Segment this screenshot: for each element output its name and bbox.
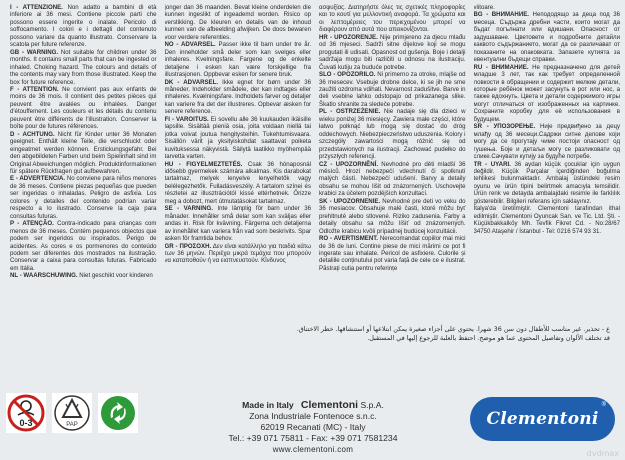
warning-paragraph xyxy=(474,4,621,11)
logo-text: Clementoni xyxy=(486,409,599,429)
warning-text: Nerecomandat copiilor mai mici de 36 de luni. Contine piese de mici mărimi ce pot fi ingerate sau inhalate. Pericol de asfixiere. Culorile și detaliile conținutului pot varia față de cele ce e ilustrat. Păstrați cutia pentru referințe xyxy=(319,235,466,272)
warning-paragraph xyxy=(319,198,466,235)
warning-heading: I - ATTENZIONE. xyxy=(10,4,63,11)
arabic-warning-line-1: ع - تحذير. غير مناسب للأطفال دون سن 36 شهرا. يحتوي على أجزاء صغيرة يمكن ابتلاعها أو استنشاقها. خطر الاختناق. xyxy=(296,325,610,333)
warning-paragraph xyxy=(165,243,312,265)
company-suffix: S.p.A. xyxy=(360,400,384,410)
arabic-warning-line-2: قد تختلف الألوان وتفاصيل المحتوى عما هو موضح. احتفظ بالعلبة للرجوع إليها في المستقبل. xyxy=(367,333,610,342)
warning-text: Ne convient pas aux enfants de moins de 36 mois. Il contient des petites pièces qui peuvent être avalées ou inhalées. Danger d'étouffement. Les couleurs et les détails du contenu peuvent être différents de l'illustration. Conserver la boîte pour de futures références. xyxy=(10,85,157,131)
clementoni-logo xyxy=(470,397,615,441)
warning-text: jonger dan 36 maanden. Bevat kleine onderdelen die kunnen ingeslikt of ingeademd worden. Risico op verstikking. De kleuren en details van de inhoud kunnen van de afbeelding afwijken. De doos bewaren voor verdere referenties. xyxy=(164,4,311,41)
warning-heading: CZ - UPOZORNĚNÍ. xyxy=(319,160,379,168)
warning-paragraph xyxy=(10,272,157,279)
watermark: dvdmax xyxy=(586,449,619,458)
warning-heading: DK - ADVARSEL. xyxy=(164,78,219,86)
warning-paragraph xyxy=(10,220,157,272)
warning-heading: P - ATENÇÃO. xyxy=(10,220,54,228)
warning-heading: HU - FIGYELMEZTETÉS. xyxy=(164,160,243,168)
warning-heading: PL - OSTRZEŻENIE. xyxy=(319,108,381,116)
warning-paragraph xyxy=(165,161,312,206)
warning-text: Δεν είναι κατάλληλο για παιδιά κάτω των 36 μηνών. Περιέχει μικρά τεμάχια που μπορούν να καταποθούν ή να εισπνευστούν. Κίνδυνος xyxy=(164,242,311,265)
warning-paragraph xyxy=(165,205,312,242)
warning-text: Ikke egnet for børn under 36 måneder. Indeholder smådele, der kan indtages eller inhaleres. Kvælningsfare. Indholdets farver og detaljer kan variere fra det der illustreres. Opbevar æsken for senere reference. xyxy=(164,78,311,116)
warning-text: Contra-indicado para crianças com menos de 36 meses. Contém pequenos objectos que podem ser ingeridos ou inspirados. Perigo de acidentes. As cores e os pormenores do conteúdo podem ser diferentes dos mostrados na ilustração. Conservar a caixa para consultas futuras. Fabricado em Itália. xyxy=(10,220,157,272)
warning-text: Није предвиђено за децу млађу од 36 месеци.Садржи ситне делове који могу да се прогутају чиме постоји опасност од гушења. Боје и детаљи могу се разликовати од слике.Сачувати кутију за будуће потребе. xyxy=(473,123,620,161)
warning-text: Ei sovellu alle 36 kuukauden ikäisille lapsille. Sisältää pieniä osia, joita voidaan niellä tai jotka voivat joutua hengitysteihin. Tukehtumisvaara. Sisällön värit ja yksityiskohdat saattavat poiketa kuvituksessa näkyvistä. Säilytä laatikko myöhempää tarvetta varten. xyxy=(164,115,311,161)
warning-paragraph xyxy=(10,86,157,131)
warning-text: viitoare. xyxy=(473,4,495,11)
warning-paragraph xyxy=(165,41,312,78)
warning-paragraph xyxy=(474,64,621,124)
company-website: www.clementoni.com xyxy=(272,445,354,454)
warning-text: Ni primerno za otroke, mlajše od 36 mesecev. Vsebuje drobne delce, ki se jih ne sme zaužiti ozdroma vdihati. Nevarnost zadušitve. Barve in deli vsebine lahko odstopajo od prikazanega slike. Škatlo shranite za sledeče potrebe. xyxy=(319,71,466,108)
warning-paragraph xyxy=(474,161,621,206)
company-name: Clementoni xyxy=(300,399,359,411)
warning-text: Nicht für Kinder unter 36 Monaten geeignet. Enthält kleine Teile, die verschluckt oder eingeatmet werden können. Erstickungsgefahr. Bei den abgebildeten Farben und beim Spielinhalt sind im Original Abweichungen möglich. Produktinformationen für spätere Rückfragen gut aufbewahren. xyxy=(10,130,157,175)
warning-heading: RU - ВНИМАНИЕ. xyxy=(473,63,529,71)
warning-text: İtalya'da üretilmiştir. Clementoni tarafından ithal edilmiştir. Clementoni Oyuncak San. ve Tic. Ltd. Şti. - Küçükbakkalköy Mh. Tevfik Fikret Cd. - No:28/67 34750 Ataşehir / İstanbul - Tel: 0216 574 93 31. xyxy=(473,205,620,235)
company-address-line-1: Zona Industriale Fontenoce s.n.c. xyxy=(249,411,377,421)
warning-paragraph xyxy=(474,205,621,235)
warning-heading: F - ATTENTION. xyxy=(10,85,59,93)
warning-heading: RO - AVERTISMENT. xyxy=(319,235,378,243)
warning-heading: GB - WARNING. xyxy=(10,48,59,56)
warning-heading: SK - UPOZORNENIE. xyxy=(319,197,381,205)
warning-heading: GR - ΠΡΟΣΟΧΗ. xyxy=(164,242,212,250)
registered-mark: ® xyxy=(601,402,606,408)
warning-text: ασφυξίας. Διατηρήστε όλες τις σχετικές πληροφορίες και το κουτί για μελλοντική αναφορά. Τα χρώματα και οι λεπτομέρειες του περιεχομένου μπορεί να διαφέρουν από αυτά που απεικονίζονται. xyxy=(319,4,466,34)
warning-text: Nevhodné pre deti vo veku do 36 mesiacov. Obsahuje malé časti, ktoré môžu byť prehltnuté alebo stlovené. Riziko zadusenia. Farby a detaily obsahu sa môžu líšiť od znázornených. Odložte krabicu kvôli prípadnej budúcej konzultácii. xyxy=(319,197,466,235)
warning-paragraph xyxy=(319,161,466,198)
warning-paragraph xyxy=(10,175,157,220)
warning-text: Не предназначено для детей младше 3 лет, так как требует определенной ловкости в обращении и содержит мелкие детали, которые ребёнок может засунуть в рот или нос, а также вдохнуть. Цвета и детали содержимого игры могут отличаться от изображенных на картинке. Сохраните коробку для её использования в будущем. xyxy=(473,63,620,123)
warning-paragraph xyxy=(474,11,621,63)
warning-text: Непододящо за деца под 36 месеца. Съдържа дребни части, които могат да бъдат погълнати или вдишани. Опасност от задушаване. Цветовете и подробните детайли каквото съдържанието, могат да се различават от показаните на опаковката. Запазете кутията за евентуални бъдещи справки. xyxy=(473,11,620,64)
warning-heading: SR - УПОЗОРЕЊЕ. xyxy=(473,123,536,131)
company-info xyxy=(178,400,448,455)
warning-heading: SLO - OPOZORILO. xyxy=(319,71,376,79)
warning-text: Nie nadaje się dla dzieci w wieku poniżej 36 miesięcy. Zawiera małe części, które łatwo połknąć lub mogą się dostać do dróg oddechowych. Niebezpieczeństwo uduszenia. Kolory i szczegóły zawartości mogą różnić się od przedstawionych na ilustracji. Zachować pudełko do przyszłych referencji. xyxy=(319,108,466,161)
warning-text: Csak 36 hónaposnál idősebb gyermekek számára alkalmas. Kis darabokat tartalmaz, melyek lenyelve lenyelhetők vagy belélegezhetők. Fulladásveszély. A tartalom színei és részletei az illusztrációtól kissé eltérhetnek. Őrizze meg a dobozt, mert útmutatásokat tartalmaz. xyxy=(164,160,311,205)
warning-paragraph xyxy=(319,71,466,108)
warning-heading: BG - ВНИМАНИЕ. xyxy=(473,11,529,19)
footer xyxy=(0,383,625,460)
warning-heading: NL - WAARSCHUWING. xyxy=(10,272,78,280)
warning-text: Non adatto a bambini di età inferiore ai 36 mesi. Contiene piccole parti che possono essere ingerite o inalate. Pericolo di soffocamento. I colori e i dettagli del contenuto possono variare da quanto illustrato. Conservare la scatola per future referenze. xyxy=(10,4,157,49)
svg-text:0-3: 0-3 xyxy=(19,418,33,428)
warning-paragraph xyxy=(474,123,621,160)
warning-text: Nevhodné pro děti mladší 36 měsíců. Hrozí nebezpečí vdechnutí či spolknutí malých částí. Nebezpečí udušení. Barvy a detaily obsahu se mohou lišit od znázornených. Uschovejte krabici za účelem pozdějších konzultací. xyxy=(319,160,466,198)
warning-paragraph xyxy=(165,116,312,161)
warning-paragraph xyxy=(165,79,312,116)
svg-text:PAP: PAP xyxy=(66,422,78,428)
paper-recycling-icon xyxy=(52,393,92,433)
age-warning-0-3-icon xyxy=(6,393,46,433)
warning-paragraph xyxy=(319,108,466,160)
arabic-warning xyxy=(10,325,610,342)
warning-text: Niet geschikt voor kinderen xyxy=(79,272,153,280)
warning-text: Inte lämplig för barn under 36 månader. Innehåller små delar som kan sväljas eller andas in. Risk för kvävning. Färgerna och detaljerna av innehållet kan variera från vad som beskrivits. Spar asken för framtida behov. xyxy=(164,205,311,243)
warning-heading: TR - UYARI. xyxy=(473,160,511,168)
made-in-label: Made in Italy xyxy=(242,400,294,410)
warning-text: Passer ikke til barn under tre år. Den inneholder små deler som kan svelges eller inhaleres. Kvelningsfare. Fargene og de enkelte detaljene i esken kan være forskjellige fra illustrasjonen. Oppbevar esken for senere bruk. xyxy=(164,41,311,79)
warning-heading: HR - UPOZORENJE. xyxy=(319,33,378,41)
warning-columns xyxy=(10,4,620,326)
warning-text: 36 aydan küçük çocuklar için uygun değildir. Küçük Parçalar içerdiğinden boğulma tehlikesi bulunmaktadır. Ambalaj üstündeki resim oyunu ve ürün tipini belirtmek amacıyla temsilidir. Ürün renk ve detayda ambalajdaki resimle ile farklılık gösterebilir. Bilgileri referans için saklayınız. xyxy=(473,160,620,205)
warning-paragraph xyxy=(319,34,466,71)
warning-text: No conviene para niños menores de 36 meses. Contiene piezas pequeñas que pueden ser ingeridas o inhaladas. Peligro de asfixia. Los colores y detalles del contenido podrían variar respecto a lo ilustrado. Conserve la caja para consultas futuras. xyxy=(10,175,157,220)
warning-paragraph xyxy=(10,131,157,176)
warning-column-4 xyxy=(474,4,621,326)
warning-column-1 xyxy=(10,4,157,326)
company-address-line-2: 62019 Recanati (MC) - Italy xyxy=(260,422,366,432)
warning-heading: D - ACHTUNG. xyxy=(10,130,55,138)
warning-paragraph xyxy=(10,4,157,49)
warning-paragraph xyxy=(10,49,157,86)
warning-paragraph xyxy=(319,235,466,272)
recycling-symbol-icon xyxy=(98,393,138,433)
warning-heading: E - ADVERTENCIA. xyxy=(10,175,66,183)
warning-text: Not suitable for children under 36 months. It contains small parts that can be ingested or inhaled. Choking hazard. The colours and details of the contents may vary from those illustrated. Keep the box for future reference. xyxy=(10,48,157,86)
warning-column-2 xyxy=(165,4,312,326)
company-phone: Tel.: +39 071 75811 - Fax: +39 071 7581234 xyxy=(228,433,398,443)
warning-heading: NO - ADVARSEL. xyxy=(164,41,216,49)
warning-text: Nije primjereno za djecu mlađu od 36 mjeseci. Sadrži sitne dijelove koji se mogu progutati ili udisati. Opasnost od gušenja. Boje i detalji sadržaja mogu biti različiti u odnosu na ilustraciju. Čuvati kutiju za buduće potrebe. xyxy=(319,33,466,71)
warning-paragraph xyxy=(319,4,466,34)
warning-heading: FI - VAROITUS. xyxy=(164,115,209,123)
warning-column-3 xyxy=(319,4,466,326)
warning-paragraph xyxy=(165,4,312,41)
warning-heading: SE - VARNING. xyxy=(164,205,213,213)
